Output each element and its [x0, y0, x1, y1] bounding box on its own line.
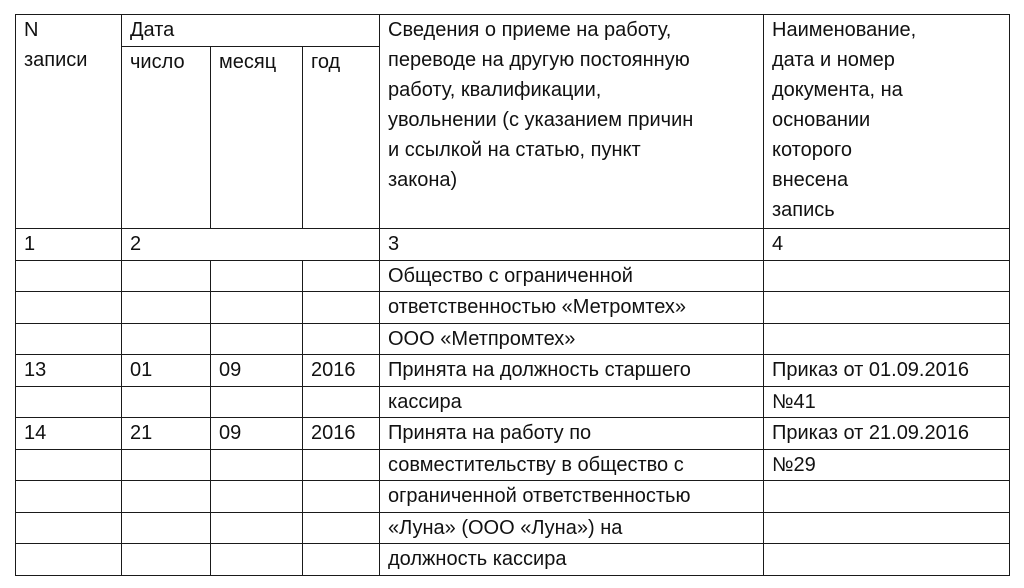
entry-13-number: 13	[16, 355, 122, 387]
table-cell	[16, 386, 122, 418]
header-record-number-line-2: записи	[24, 49, 88, 71]
header-document-line-4: основании	[772, 109, 871, 131]
table-cell	[303, 544, 380, 576]
header-month-label: месяц	[219, 50, 277, 73]
table-cell	[764, 292, 1010, 324]
entry-13-day: 01	[122, 355, 211, 387]
table-row	[16, 481, 1010, 513]
table-row	[16, 292, 1010, 324]
entry-14-info-line-4: «Луна» (ООО «Луна») на	[380, 512, 764, 544]
header-year	[303, 46, 380, 229]
table-cell	[303, 386, 380, 418]
table-cell	[122, 260, 211, 292]
table-cell	[16, 544, 122, 576]
table-cell	[764, 544, 1010, 576]
header-month	[211, 46, 303, 229]
org-info-line-2: ответственностью «Метромтех»	[380, 292, 764, 324]
entry-14-day: 21	[122, 418, 211, 450]
entry-13-month: 09	[211, 355, 303, 387]
table-cell	[211, 292, 303, 324]
entry-14-doc-line-1: Приказ от 21.09.2016	[764, 418, 1010, 450]
table-cell	[211, 323, 303, 355]
header-info-line-3: работу, квалификации,	[388, 79, 602, 101]
org-info-line-3: ООО «Метпромтех»	[380, 323, 764, 355]
header-date	[122, 15, 380, 47]
table-cell	[122, 386, 211, 418]
entry-14-year: 2016	[303, 418, 380, 450]
work-record-table	[15, 14, 1010, 576]
header-info-line-6: закона)	[388, 169, 458, 191]
header-info-line-2: переводе на другую постоянную	[388, 49, 690, 71]
table-cell	[303, 260, 380, 292]
table-row	[16, 418, 1010, 450]
table-row	[16, 386, 1010, 418]
header-info	[380, 15, 764, 229]
table-row	[16, 323, 1010, 355]
entry-13-info-line-2: кассира	[380, 386, 764, 418]
header-year-label: год	[311, 50, 341, 73]
header-info-line-5: и ссылкой на статью, пункт	[388, 139, 641, 161]
entry-14-info-line-2: совместительству в общество с	[380, 449, 764, 481]
table-cell	[211, 260, 303, 292]
table-row	[16, 512, 1010, 544]
table-cell	[764, 512, 1010, 544]
table-cell	[303, 292, 380, 324]
table-row	[16, 449, 1010, 481]
entry-14-info-line-1: Принята на работу по	[380, 418, 764, 450]
table-cell	[16, 292, 122, 324]
entry-14-doc-line-2: №29	[764, 449, 1010, 481]
numbering-col-3: 3	[380, 229, 764, 261]
entry-14-month: 09	[211, 418, 303, 450]
table-cell	[303, 323, 380, 355]
table-row	[16, 355, 1010, 387]
header-document	[764, 15, 1010, 229]
entry-13-year: 2016	[303, 355, 380, 387]
table-cell	[764, 260, 1010, 292]
table-cell	[211, 386, 303, 418]
header-info-line-1: Сведения о приеме на работу,	[388, 19, 672, 41]
entry-14-number: 14	[16, 418, 122, 450]
table-row	[16, 260, 1010, 292]
header-day-label: число	[130, 50, 185, 73]
table-cell	[16, 481, 122, 513]
table-cell	[211, 512, 303, 544]
table-cell	[122, 292, 211, 324]
table-cell	[211, 544, 303, 576]
table-cell	[16, 512, 122, 544]
table-cell	[211, 481, 303, 513]
header-document-line-3: документа, на	[772, 79, 903, 101]
table-cell	[303, 449, 380, 481]
header-document-line-7: запись	[772, 199, 835, 221]
header-info-line-4: увольнении (с указанием причин	[388, 109, 694, 131]
table-cell	[16, 323, 122, 355]
numbering-col-4: 4	[764, 229, 1010, 261]
entry-13-info-line-1: Принята на должность старшего	[380, 355, 764, 387]
numbering-col-2: 2	[122, 229, 380, 261]
entry-13-doc-line-2: №41	[764, 386, 1010, 418]
table-cell	[16, 260, 122, 292]
table-cell	[122, 512, 211, 544]
entry-13-doc-line-1: Приказ от 01.09.2016	[764, 355, 1010, 387]
table-cell	[122, 323, 211, 355]
org-info-line-1: Общество с ограниченной	[380, 260, 764, 292]
header-document-line-1: Наименование,	[772, 19, 917, 41]
table-cell	[122, 481, 211, 513]
table-cell	[303, 512, 380, 544]
entry-14-info-line-3: ограниченной ответственностью	[380, 481, 764, 513]
table-cell	[122, 544, 211, 576]
table-cell	[303, 481, 380, 513]
table-cell	[122, 449, 211, 481]
header-document-line-6: внесена	[772, 169, 849, 191]
table-cell	[211, 449, 303, 481]
table-cell	[764, 323, 1010, 355]
header-document-line-2: дата и номер	[772, 49, 895, 71]
numbering-col-1: 1	[16, 229, 122, 261]
header-record-number-line-1: N	[24, 19, 39, 41]
entry-14-info-line-5: должность кассира	[380, 544, 764, 576]
header-document-line-5: которого	[772, 139, 852, 161]
header-record-number	[16, 15, 122, 229]
table-row	[16, 544, 1010, 576]
header-date-label: Дата	[130, 19, 175, 41]
table-cell	[764, 481, 1010, 513]
table-cell	[16, 449, 122, 481]
header-day	[122, 46, 211, 229]
